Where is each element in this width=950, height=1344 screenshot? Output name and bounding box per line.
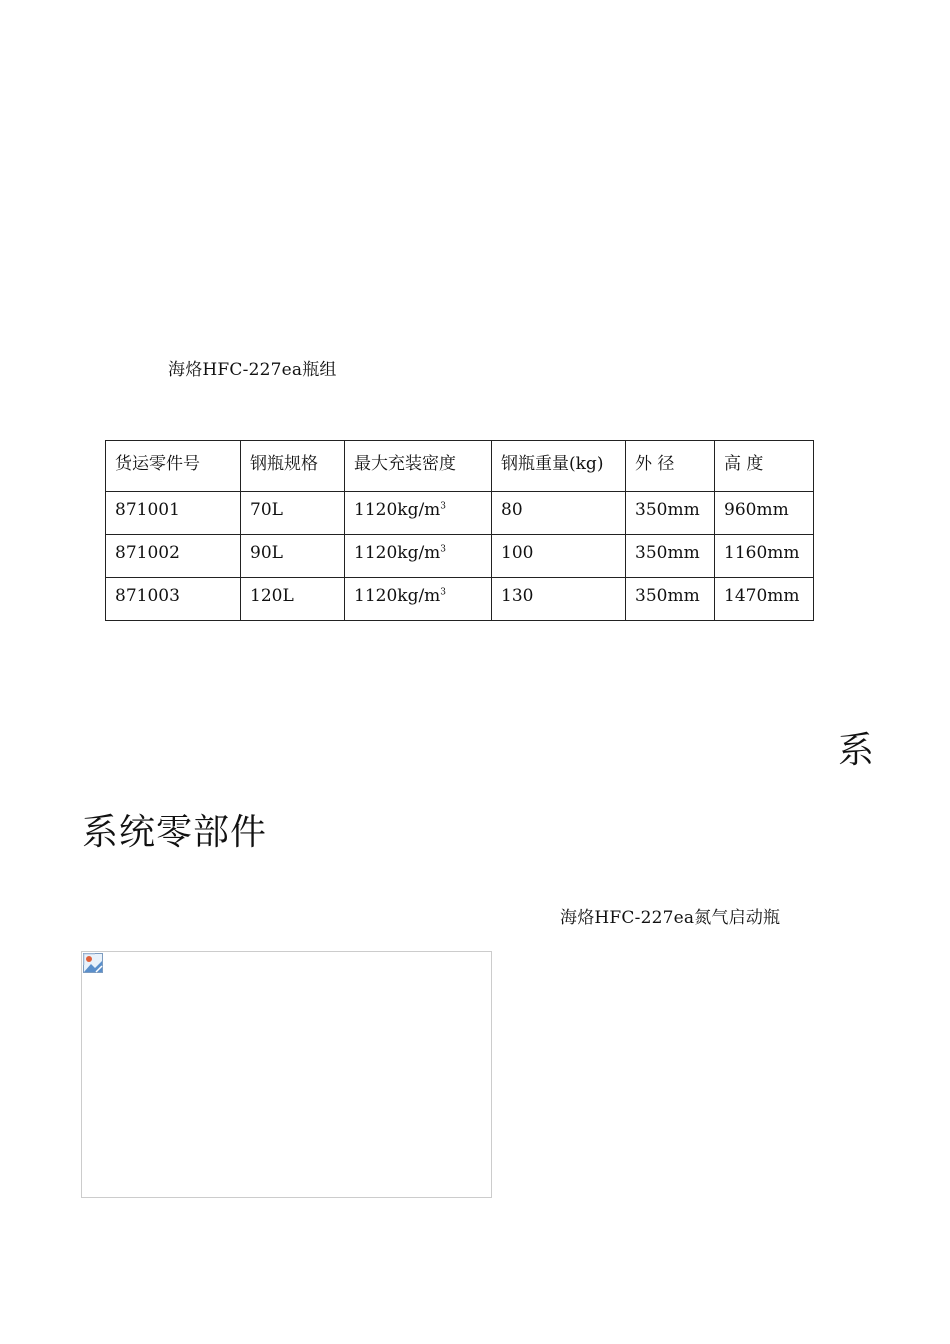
broken-image-icon bbox=[83, 953, 103, 973]
table-row bbox=[106, 578, 814, 621]
cell-max-density bbox=[345, 535, 492, 578]
truncated-heading-fragment: 系 bbox=[838, 730, 875, 771]
density-value: 1120kg/m bbox=[354, 586, 441, 606]
cell-spec: 70L bbox=[241, 492, 345, 535]
cell-height: 1160mm bbox=[715, 535, 814, 578]
cylinder-spec-table bbox=[105, 440, 814, 621]
cell-outer-diameter: 350mm bbox=[626, 492, 715, 535]
table-row bbox=[106, 492, 814, 535]
header-spec: 钢瓶规格 bbox=[241, 441, 345, 492]
density-value: 1120kg/m bbox=[354, 543, 441, 563]
header-height: 高 度 bbox=[715, 441, 814, 492]
cell-max-density bbox=[345, 578, 492, 621]
density-exponent: 3 bbox=[440, 587, 447, 598]
cell-weight: 80 bbox=[492, 492, 626, 535]
cell-part-no: 871002 bbox=[106, 535, 241, 578]
cell-outer-diameter: 350mm bbox=[626, 535, 715, 578]
header-outer-diameter: 外 径 bbox=[626, 441, 715, 492]
table-row bbox=[106, 535, 814, 578]
density-exponent: 3 bbox=[440, 544, 447, 555]
header-part-no: 货运零件号 bbox=[106, 441, 241, 492]
cell-part-no: 871003 bbox=[106, 578, 241, 621]
cell-max-density bbox=[345, 492, 492, 535]
cell-outer-diameter: 350mm bbox=[626, 578, 715, 621]
cylinder-group-caption: 海烙HFC-227ea瓶组 bbox=[168, 360, 337, 380]
density-exponent: 3 bbox=[440, 501, 447, 512]
cell-part-no: 871001 bbox=[106, 492, 241, 535]
cell-spec: 90L bbox=[241, 535, 345, 578]
cell-weight: 100 bbox=[492, 535, 626, 578]
cell-weight: 130 bbox=[492, 578, 626, 621]
cell-spec: 120L bbox=[241, 578, 345, 621]
nitrogen-starter-caption: 海烙HFC-227ea氮气启动瓶 bbox=[560, 908, 781, 928]
table-header-row bbox=[106, 441, 814, 492]
cell-height: 1470mm bbox=[715, 578, 814, 621]
header-max-density: 最大充装密度 bbox=[345, 441, 492, 492]
section-title: 系统零部件 bbox=[82, 812, 268, 853]
image-placeholder bbox=[81, 951, 492, 1198]
header-weight: 钢瓶重量(kg) bbox=[492, 441, 626, 492]
cell-height: 960mm bbox=[715, 492, 814, 535]
density-value: 1120kg/m bbox=[354, 500, 441, 520]
